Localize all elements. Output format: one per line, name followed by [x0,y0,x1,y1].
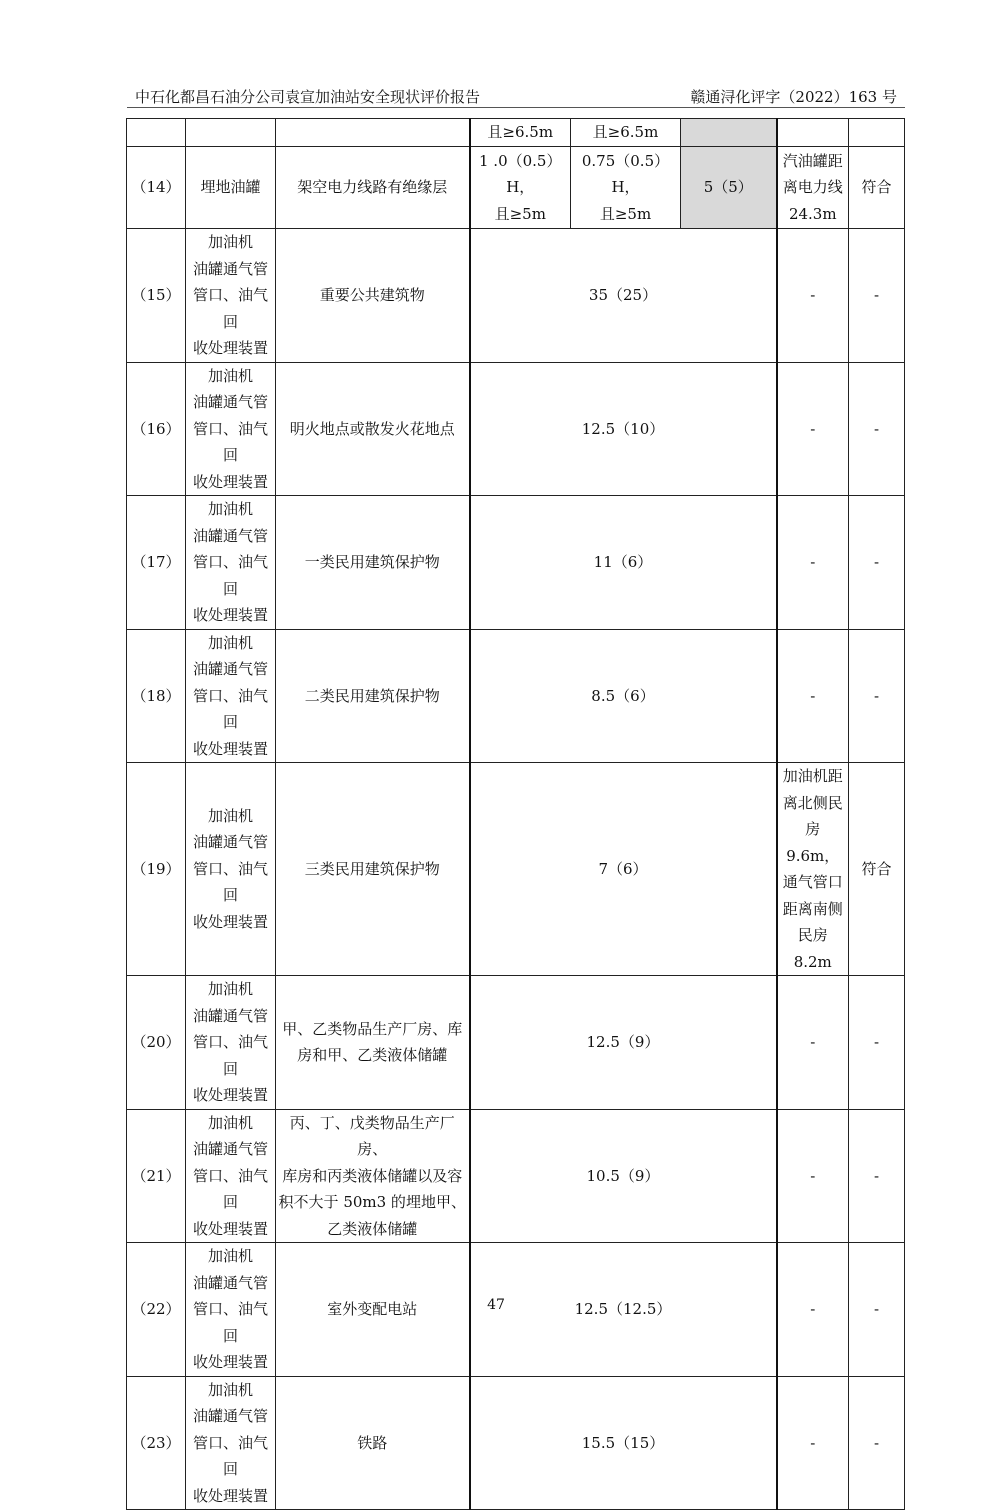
req-cell: 35（25） [470,229,777,363]
row-number: （14） [127,147,186,229]
facility-cell: 加油机 油罐通气管 管口、油气回 收处理装置 [186,1376,276,1510]
table-cell [849,119,905,147]
actual-distance-cell: - [777,1376,849,1510]
table-row [127,362,905,496]
req-cell: 且≥6.5m [571,119,681,147]
table-cell [276,119,470,147]
actual-distance-cell: - [777,362,849,496]
result-cell: - [849,1109,905,1243]
table-row [127,229,905,363]
req-cell: 且≥6.5m [470,119,571,147]
table-row [127,629,905,763]
table-row [127,1109,905,1243]
actual-distance-cell: 汽油罐距 离电力线 24.3m [777,147,849,229]
object-cell: 铁路 [276,1376,470,1510]
table-row [127,976,905,1110]
table-row [127,763,905,976]
table-row [127,496,905,630]
actual-distance-cell: - [777,229,849,363]
facility-cell: 加油机 油罐通气管 管口、油气回 收处理装置 [186,1109,276,1243]
object-cell: 室外变配电站 [276,1243,470,1377]
result-cell: 符合 [849,763,905,976]
shaded-cell [681,119,777,147]
result-cell: - [849,629,905,763]
req-cell: 15.5（15） [470,1376,777,1510]
req-cell: 5（5） [681,147,777,229]
result-cell: - [849,362,905,496]
actual-distance-cell: - [777,1243,849,1377]
object-cell: 重要公共建筑物 [276,229,470,363]
table-cell [777,119,849,147]
req-cell: 0.75（0.5）H， 且≥5m [571,147,681,229]
table-cell [127,119,186,147]
object-cell: 二类民用建筑保护物 [276,629,470,763]
facility-cell: 加油机 油罐通气管 管口、油气回 收处理装置 [186,1243,276,1377]
facility-cell: 加油机 油罐通气管 管口、油气回 收处理装置 [186,976,276,1110]
header-doc-number: 赣通浔化评字（2022）163 号 [690,88,897,106]
facility-cell: 加油机 油罐通气管 管口、油气回 收处理装置 [186,496,276,630]
req-cell: 1 .0（0.5）H， 且≥5m [470,147,571,229]
result-cell: 符合 [849,147,905,229]
object-cell: 明火地点或散发火花地点 [276,362,470,496]
row-number: （20） [127,976,186,1110]
object-cell: 甲、乙类物品生产厂房、库 房和甲、乙类液体储罐 [276,976,470,1110]
facility-cell: 埋地油罐 [186,147,276,229]
page-number: 47 [487,1297,505,1313]
req-cell: 10.5（9） [470,1109,777,1243]
row-number: （16） [127,362,186,496]
result-cell: - [849,1376,905,1510]
req-cell: 8.5（6） [470,629,777,763]
actual-distance-cell: - [777,629,849,763]
actual-distance-cell: 加油机距 离北侧民 房 9.6m， 通气管口 距离南侧 民房 8.2m [777,763,849,976]
facility-cell: 加油机 油罐通气管 管口、油气回 收处理装置 [186,229,276,363]
object-cell: 一类民用建筑保护物 [276,496,470,630]
row-number: （22） [127,1243,186,1377]
table-row [127,1376,905,1510]
object-cell: 架空电力线路有绝缘层 [276,147,470,229]
object-cell: 丙、丁、戊类物品生产厂房、 库房和丙类液体储罐以及容 积不大于 50m3 的埋地甲、 乙类液体储罐 [276,1109,470,1243]
row-number: （18） [127,629,186,763]
row-number: （23） [127,1376,186,1510]
req-cell: 12.5（12.5） [470,1243,777,1377]
object-cell: 三类民用建筑保护物 [276,763,470,976]
facility-cell: 加油机 油罐通气管 管口、油气回 收处理装置 [186,362,276,496]
header-title: 中石化都昌石油分公司袁宣加油站安全现状评价报告 [135,88,481,106]
row-number: （21） [127,1109,186,1243]
req-cell: 12.5（10） [470,362,777,496]
req-cell: 11（6） [470,496,777,630]
row-number: （17） [127,496,186,630]
result-cell: - [849,976,905,1110]
row-number: （19） [127,763,186,976]
table-cell [186,119,276,147]
header-rule [127,107,905,108]
actual-distance-cell: - [777,496,849,630]
req-cell: 7（6） [470,763,777,976]
result-cell: - [849,496,905,630]
row-number: （15） [127,229,186,363]
result-cell: - [849,1243,905,1377]
table-row [127,119,905,147]
facility-cell: 加油机 油罐通气管 管口、油气回 收处理装置 [186,629,276,763]
result-cell: - [849,229,905,363]
req-cell: 12.5（9） [470,976,777,1110]
table-row [127,147,905,229]
actual-distance-cell: - [777,976,849,1110]
facility-cell: 加油机 油罐通气管 管口、油气回 收处理装置 [186,763,276,976]
actual-distance-cell: - [777,1109,849,1243]
